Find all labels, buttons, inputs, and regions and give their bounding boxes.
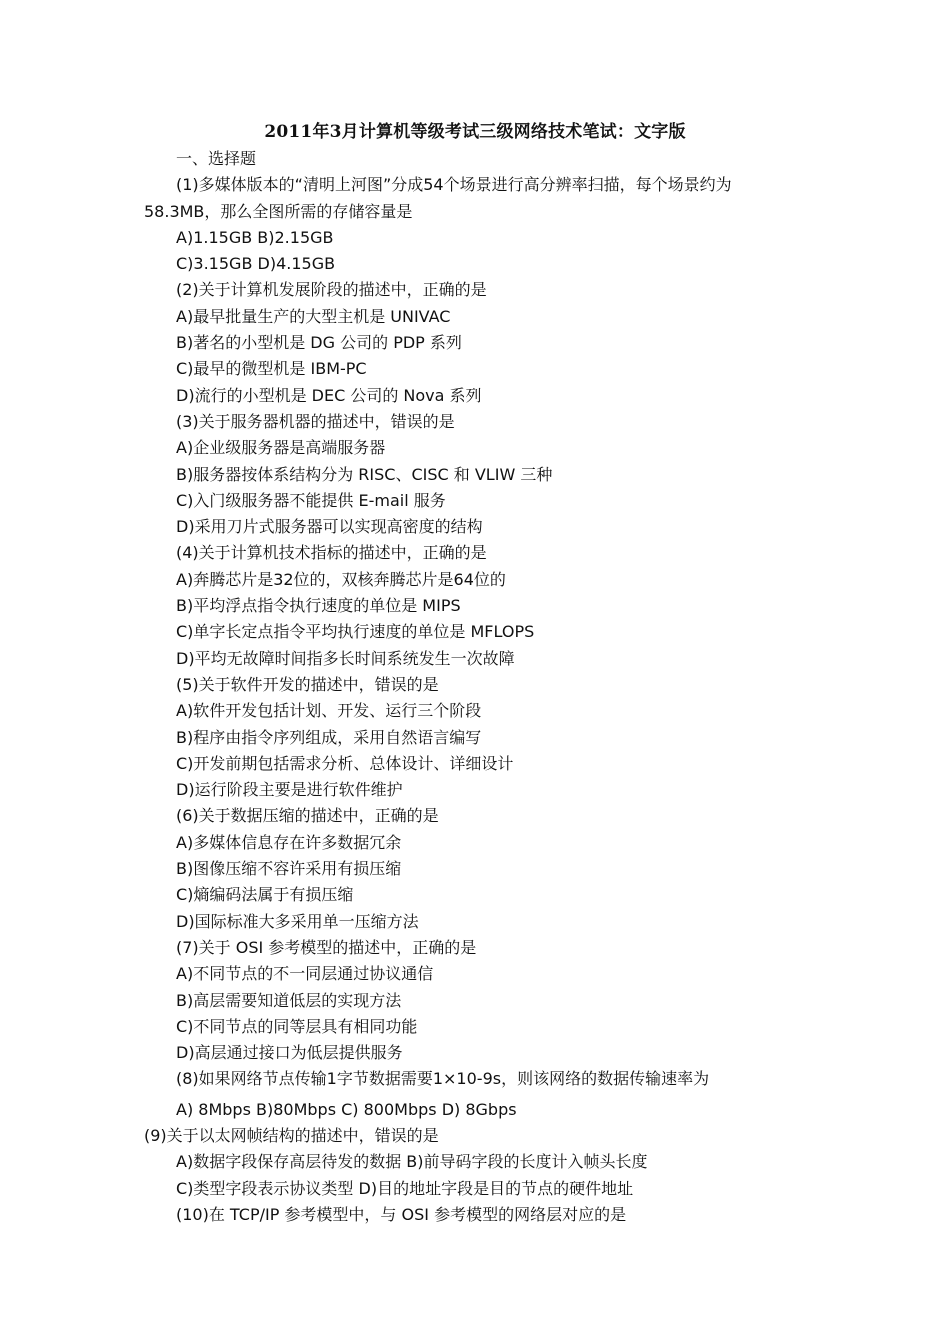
question-7-option-b: B)高层需要知道低层的实现方法 — [176, 990, 402, 1010]
question-3-option-c: C)入门级服务器不能提供 E-mail 服务 — [176, 490, 446, 510]
question-6-option-c: C)熵编码法属于有损压缩 — [176, 885, 354, 905]
question-2-option-b: B)著名的小型机是 DG 公司的 PDP 系列 — [176, 333, 462, 353]
question-7-option-a: A)不同节点的不一同层通过协议通信 — [176, 964, 434, 984]
question-8-stem: (8)如果网络节点传输1字节数据需要1×10-9s，则该网络的数据传输速率为 — [176, 1069, 710, 1089]
question-3-option-a: A)企业级服务器是高端服务器 — [176, 438, 386, 458]
question-5-option-d: D)运行阶段主要是进行软件维护 — [176, 780, 403, 800]
question-1-line-2: 58.3MB，那么全图所需的存储容量是 — [144, 201, 413, 221]
question-2-option-d: D)流行的小型机是 DEC 公司的 Nova 系列 — [176, 385, 482, 405]
question-3-option-d: D)采用刀片式服务器可以实现高密度的结构 — [176, 517, 483, 537]
question-4-option-c: C)单字长定点指令平均执行速度的单位是 MFLOPS — [176, 622, 535, 642]
question-4-stem: (4)关于计算机技术指标的描述中，正确的是 — [176, 543, 487, 563]
question-6-stem: (6)关于数据压缩的描述中，正确的是 — [176, 806, 439, 826]
section-heading: 一、选择题 — [176, 149, 257, 168]
question-6-option-a: A)多媒体信息存在许多数据冗余 — [176, 832, 402, 852]
question-7-option-c: C)不同节点的同等层具有相同功能 — [176, 1016, 418, 1036]
question-10-stem: (10)在 TCP/IP 参考模型中，与 OSI 参考模型的网络层对应的是 — [176, 1204, 627, 1224]
question-7-stem: (7)关于 OSI 参考模型的描述中，正确的是 — [176, 937, 477, 957]
question-5-stem: (5)关于软件开发的描述中，错误的是 — [176, 674, 439, 694]
question-4-option-b: B)平均浮点指令执行速度的单位是 MIPS — [176, 596, 461, 616]
question-5-option-c: C)开发前期包括需求分析、总体设计、详细设计 — [176, 753, 514, 773]
question-3-option-b: B)服务器按体系结构分为 RISC、CISC 和 VLIW 三种 — [176, 464, 553, 484]
question-8-options: A) 8Mbps B)80Mbps C) 800Mbps D) 8Gbps — [176, 1099, 517, 1119]
question-4-option-a: A)奔腾芯片是32位的，双核奔腾芯片是64位的 — [176, 569, 506, 589]
question-9-stem: (9)关于以太网帧结构的描述中，错误的是 — [144, 1125, 439, 1145]
question-4-option-d: D)平均无故障时间指多长时间系统发生一次故障 — [176, 648, 515, 668]
question-2-option-a: A)最早批量生产的大型主机是 UNIVAC — [176, 306, 451, 326]
question-9-options-cd: C)类型字段表示协议类型 D)目的地址字段是目的节点的硬件地址 — [176, 1178, 634, 1198]
question-3-stem: (3)关于服务器机器的描述中，错误的是 — [176, 411, 455, 431]
question-1-line-1: (1)多媒体版本的“清明上河图”分成54个场景进行高分辨率扫描，每个场景约为 — [176, 175, 732, 195]
question-6-option-b: B)图像压缩不容许采用有损压缩 — [176, 859, 402, 879]
document-title: 2011年3月计算机等级考试三级网络技术笔试：文字版 — [264, 122, 686, 142]
question-1-options-ab: A)1.15GB B)2.15GB — [176, 227, 334, 247]
question-2-stem: (2)关于计算机发展阶段的描述中，正确的是 — [176, 280, 487, 300]
question-5-option-a: A)软件开发包括计划、开发、运行三个阶段 — [176, 701, 482, 721]
question-7-option-d: D)高层通过接口为低层提供服务 — [176, 1043, 403, 1063]
question-9-options-ab: A)数据字段保存高层待发的数据 B)前导码字段的长度计入帧头长度 — [176, 1152, 648, 1172]
question-6-option-d: D)国际标准大多采用单一压缩方法 — [176, 911, 419, 931]
question-2-option-c: C)最早的微型机是 IBM-PC — [176, 359, 367, 379]
question-5-option-b: B)程序由指令序列组成，采用自然语言编写 — [176, 727, 482, 747]
document-body — [144, 146, 784, 1228]
question-1-options-cd: C)3.15GB D)4.15GB — [176, 254, 336, 274]
